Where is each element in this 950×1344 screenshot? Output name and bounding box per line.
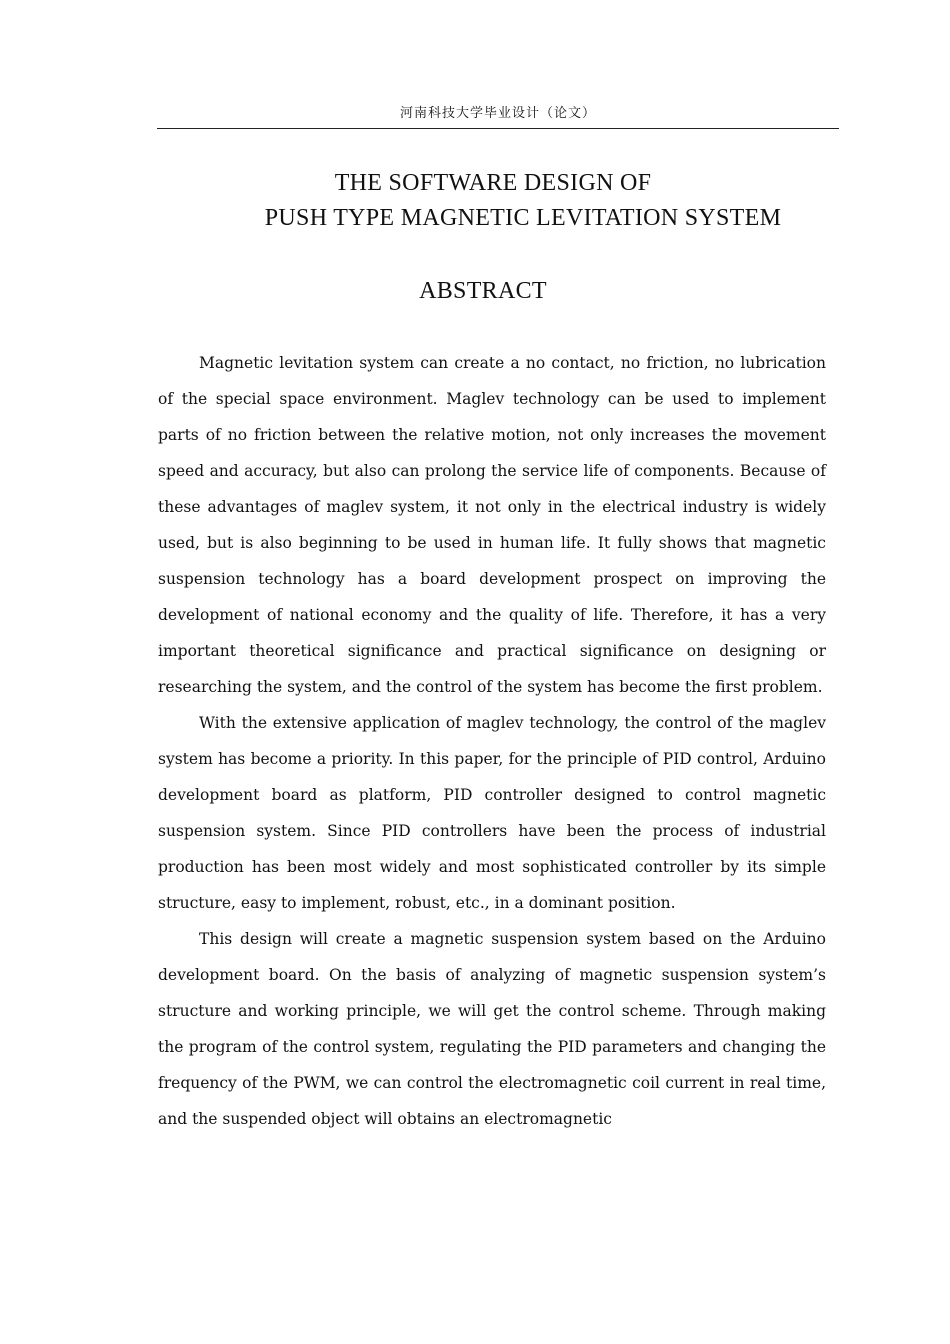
running-header: 河南科技大学毕业设计（论文） — [399, 106, 596, 121]
abstract-paragraph-1: Magnetic levitation system can create a no contact, no friction, no lubrication of the special space environment. Maglev technology can be used to implement parts of no friction between the relative motion, not only increases the movement speed and accuracy, but also can prolong the service life of components. Because of these advantages of maglev system, it not only in the electrical industry is widely used, but is also beginning to be used in human life. It fully shows that magnetic suspension technology has a board development prospect on improving the development of national economy and the quality of life. Therefore, it has a very important theoretical significance and practical significance on designing or researching the system, and the control of the system has become the first problem. — [158, 354, 826, 696]
abstract-body — [158, 345, 826, 1137]
abstract-heading: ABSTRACT — [419, 278, 547, 304]
abstract-paragraph-3: This design will create a magnetic suspension system based on the Arduino development board. On the basis of analyzing of magnetic suspension system’s structure and working principle, we will get the control scheme. Through making the program of the control system, regulating the PID parameters and changing the frequency of the PWM, we can control the electromagnetic coil current in real time, and the suspended object will obtains an electromagnetic — [158, 930, 826, 1128]
title-line-1: THE SOFTWARE DESIGN OF — [334, 170, 652, 196]
abstract-paragraph-2: With the extensive application of maglev technology, the control of the maglev system has become a priority. In this paper, for the principle of PID control, Arduino development board as platform, PID controller designed to control magnetic suspension system. Since PID controllers have been the process of industrial production has been most widely and most sophisticated controller by its simple structure, easy to implement, robust, etc., in a dominant position. — [158, 714, 826, 912]
title-line-2: PUSH TYPE MAGNETIC LEVITATION SYSTEM — [264, 205, 782, 231]
header-rule — [157, 128, 839, 129]
